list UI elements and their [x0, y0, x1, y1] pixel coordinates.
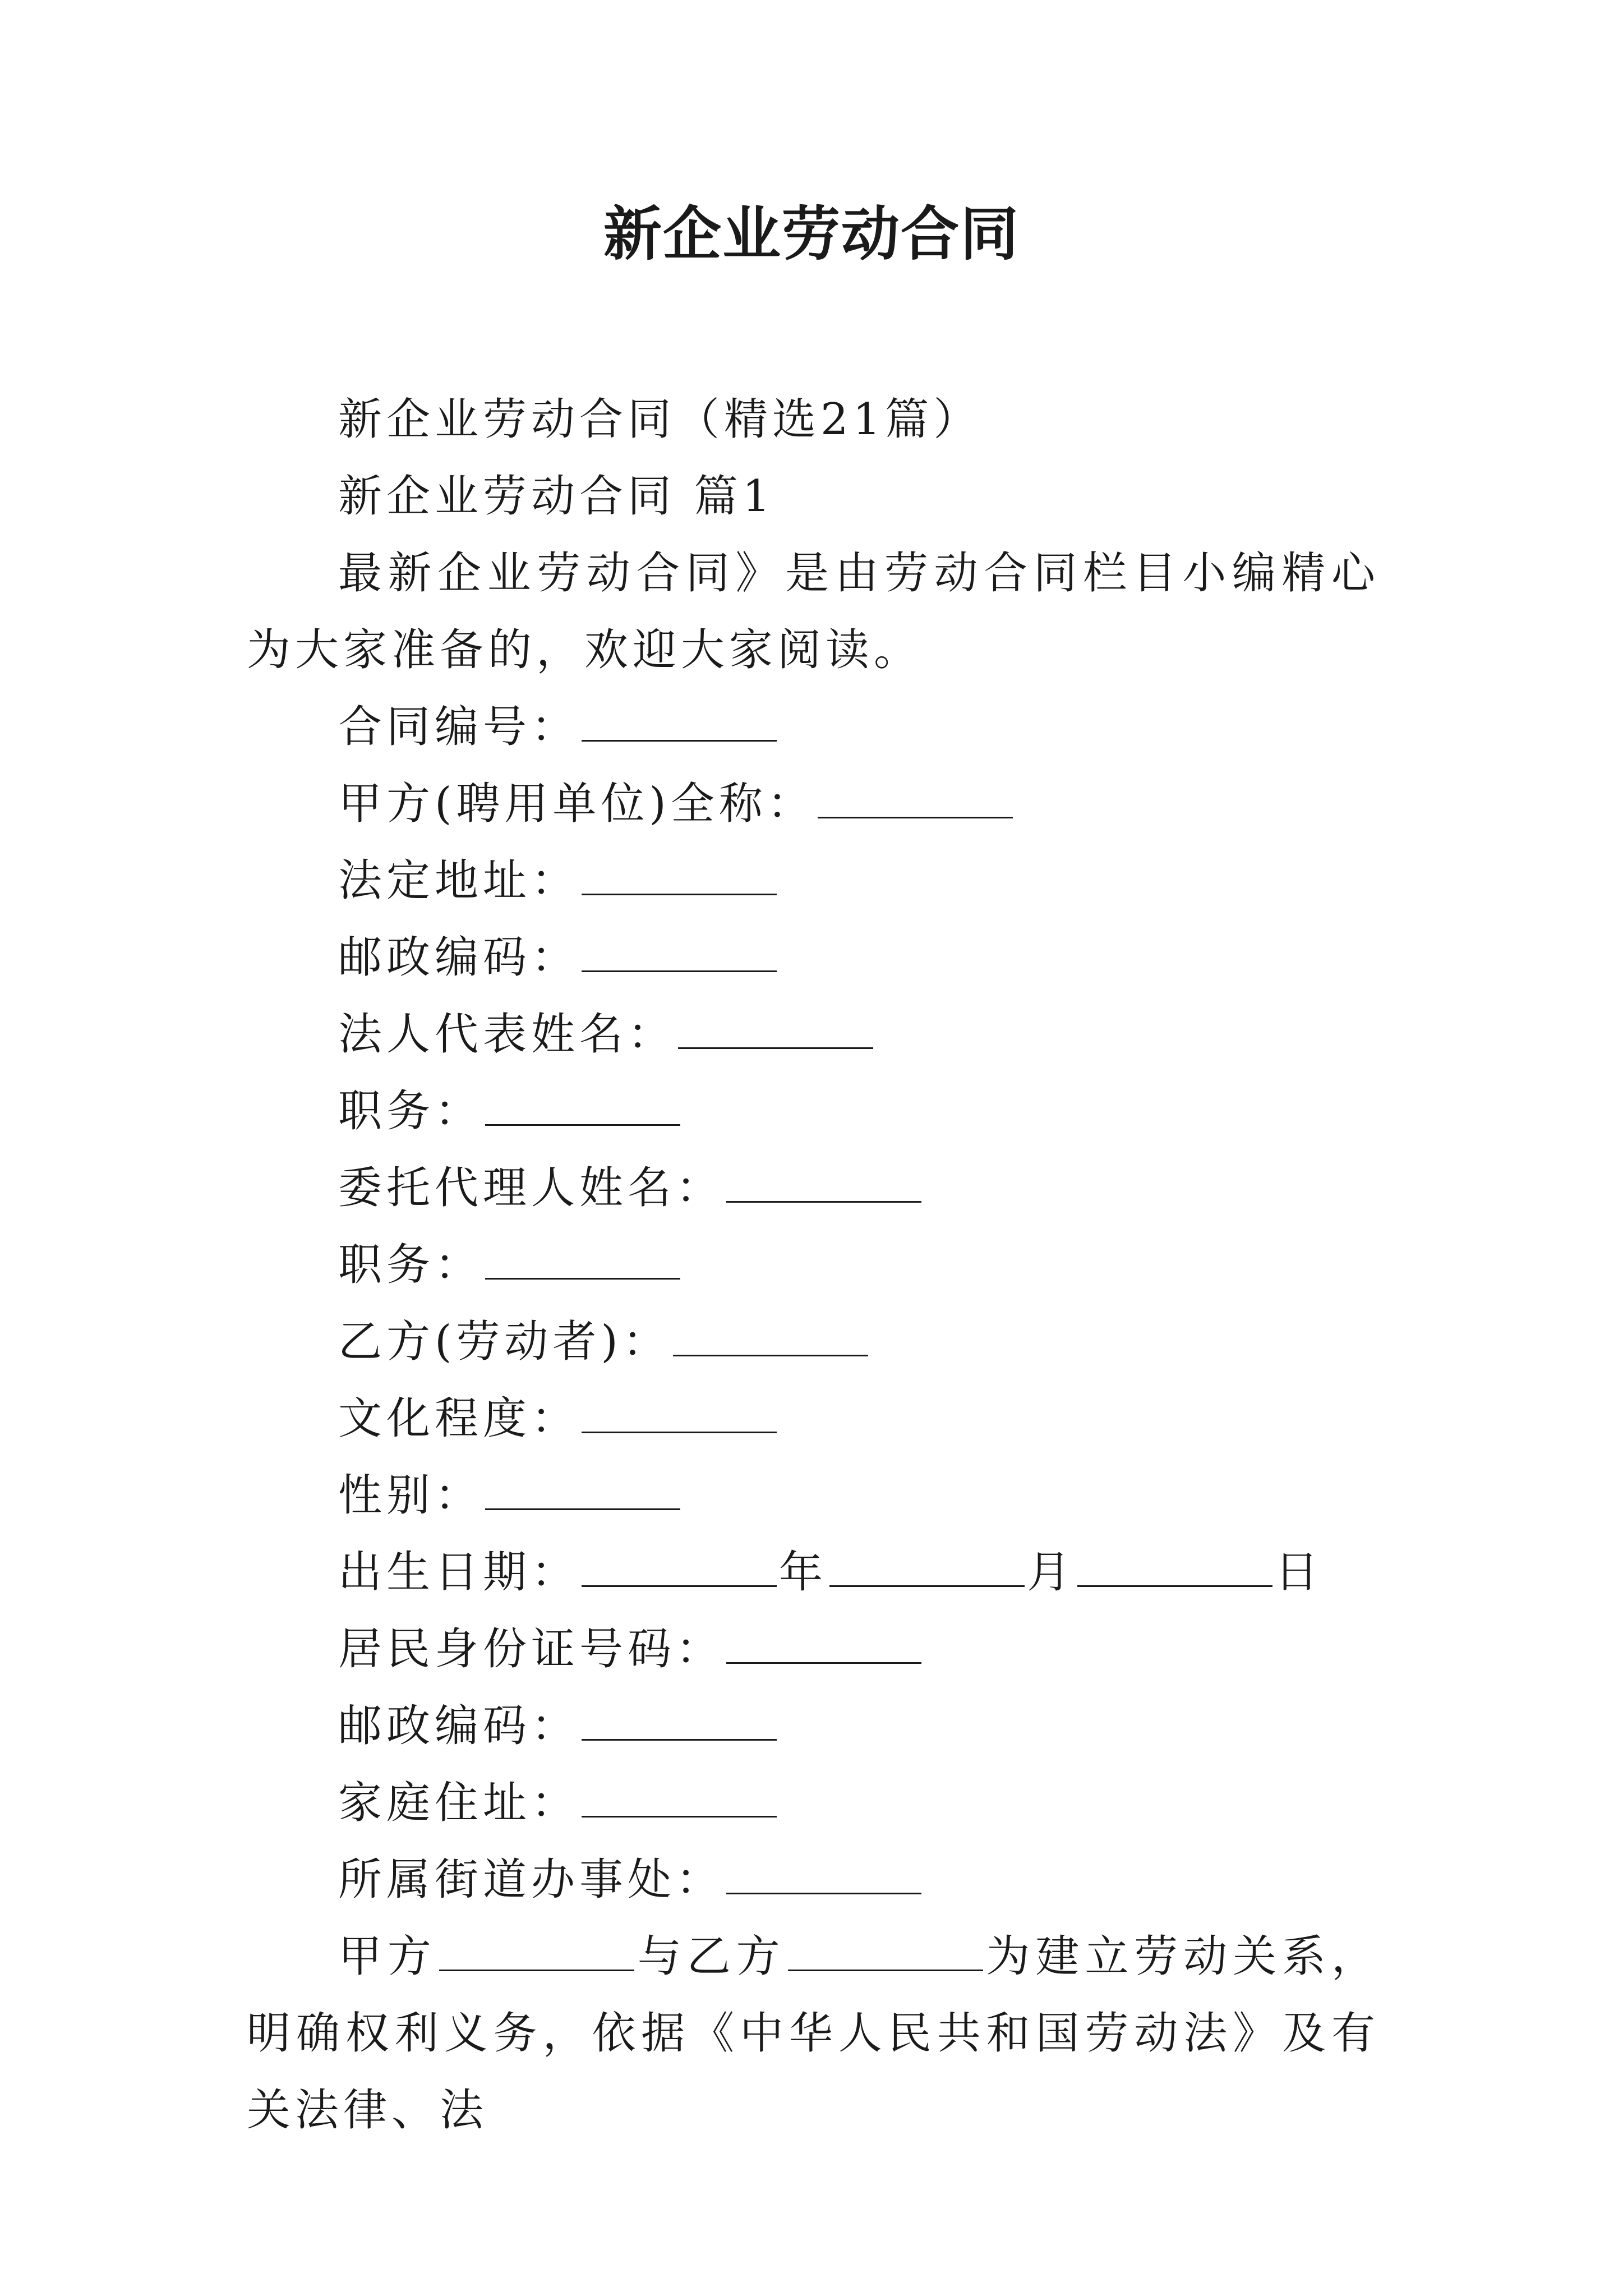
party-a-text: 甲方	[338, 1931, 437, 1982]
year-label: 年	[779, 1547, 828, 1598]
fill-blank	[788, 1936, 983, 1971]
field-label: 居民身份证号码：	[338, 1624, 725, 1674]
field-position-2	[247, 1227, 1380, 1304]
fill-blank	[485, 1475, 680, 1510]
document-body	[247, 381, 1380, 2149]
field-party-b	[247, 1304, 1380, 1381]
field-label: 邮政编码：	[338, 1701, 580, 1751]
document-title: 新企业劳动合同	[603, 199, 1020, 268]
field-label: 文化程度：	[338, 1393, 580, 1444]
field-postcode-b	[247, 1688, 1380, 1765]
fill-blank	[726, 1628, 921, 1664]
field-party-a-name	[247, 766, 1380, 843]
field-position-1	[247, 1073, 1380, 1150]
field-label: 职务：	[338, 1086, 483, 1137]
intro-paragraph: 最新企业劳动合同》是由劳动合同栏目小编精心为大家准备的，欢迎大家阅读。	[247, 548, 1380, 675]
party-b-text: 与乙方	[636, 1931, 786, 1982]
field-label: 法定地址：	[338, 855, 580, 906]
field-street-office	[247, 1842, 1380, 1918]
fill-blank	[726, 1167, 921, 1203]
fill-blank	[673, 1321, 868, 1356]
field-label: 甲方(聘用单位)全称：	[338, 779, 815, 829]
field-contract-no	[247, 689, 1380, 766]
field-label: 所属街道办事处：	[338, 1855, 725, 1905]
fill-blank	[582, 1705, 777, 1741]
field-id-number	[247, 1611, 1380, 1688]
fill-blank	[582, 706, 777, 742]
field-label: 乙方(劳动者)：	[338, 1317, 671, 1367]
fill-blank	[485, 1091, 680, 1126]
field-gender	[247, 1457, 1380, 1534]
field-label: 委托代理人姓名：	[338, 1163, 725, 1213]
fill-blank	[582, 1398, 777, 1433]
subtitle: 新企业劳动合同（精选21篇）	[338, 394, 982, 445]
fill-blank	[485, 1244, 680, 1280]
month-label: 月	[1027, 1547, 1076, 1598]
purpose-text: 为建立劳动关系，明确权利义务，依据《中华人民共和国劳动法》及有关法律、法	[247, 1931, 1380, 2136]
section-heading: 新企业劳动合同 篇1	[338, 471, 775, 522]
day-label: 日	[1275, 1547, 1324, 1598]
field-home-address	[247, 1765, 1380, 1842]
field-birth-date	[247, 1534, 1380, 1611]
fill-blank	[1077, 1552, 1272, 1587]
field-label: 合同编号：	[338, 702, 580, 752]
field-label: 性别：	[338, 1470, 483, 1521]
field-label: 职务：	[338, 1240, 483, 1290]
field-label: 出生日期：	[338, 1547, 580, 1598]
agreement-paragraph	[247, 1918, 1380, 2149]
field-label: 家庭住址：	[338, 1778, 580, 1828]
fill-blank	[582, 860, 777, 895]
field-education	[247, 1381, 1380, 1457]
fill-blank	[678, 1014, 873, 1049]
fill-blank	[726, 1859, 921, 1894]
field-legal-address	[247, 843, 1380, 919]
fill-blank	[829, 1552, 1025, 1587]
fill-blank	[439, 1936, 634, 1971]
fill-blank	[582, 937, 777, 972]
field-label: 法人代表姓名：	[338, 1009, 676, 1060]
field-legal-rep	[247, 996, 1380, 1073]
field-label: 邮政编码：	[338, 932, 580, 983]
fill-blank	[818, 783, 1013, 818]
fill-blank	[582, 1782, 777, 1818]
field-agent-name	[247, 1150, 1380, 1227]
fill-blank	[582, 1552, 777, 1587]
field-postcode-a	[247, 919, 1380, 996]
